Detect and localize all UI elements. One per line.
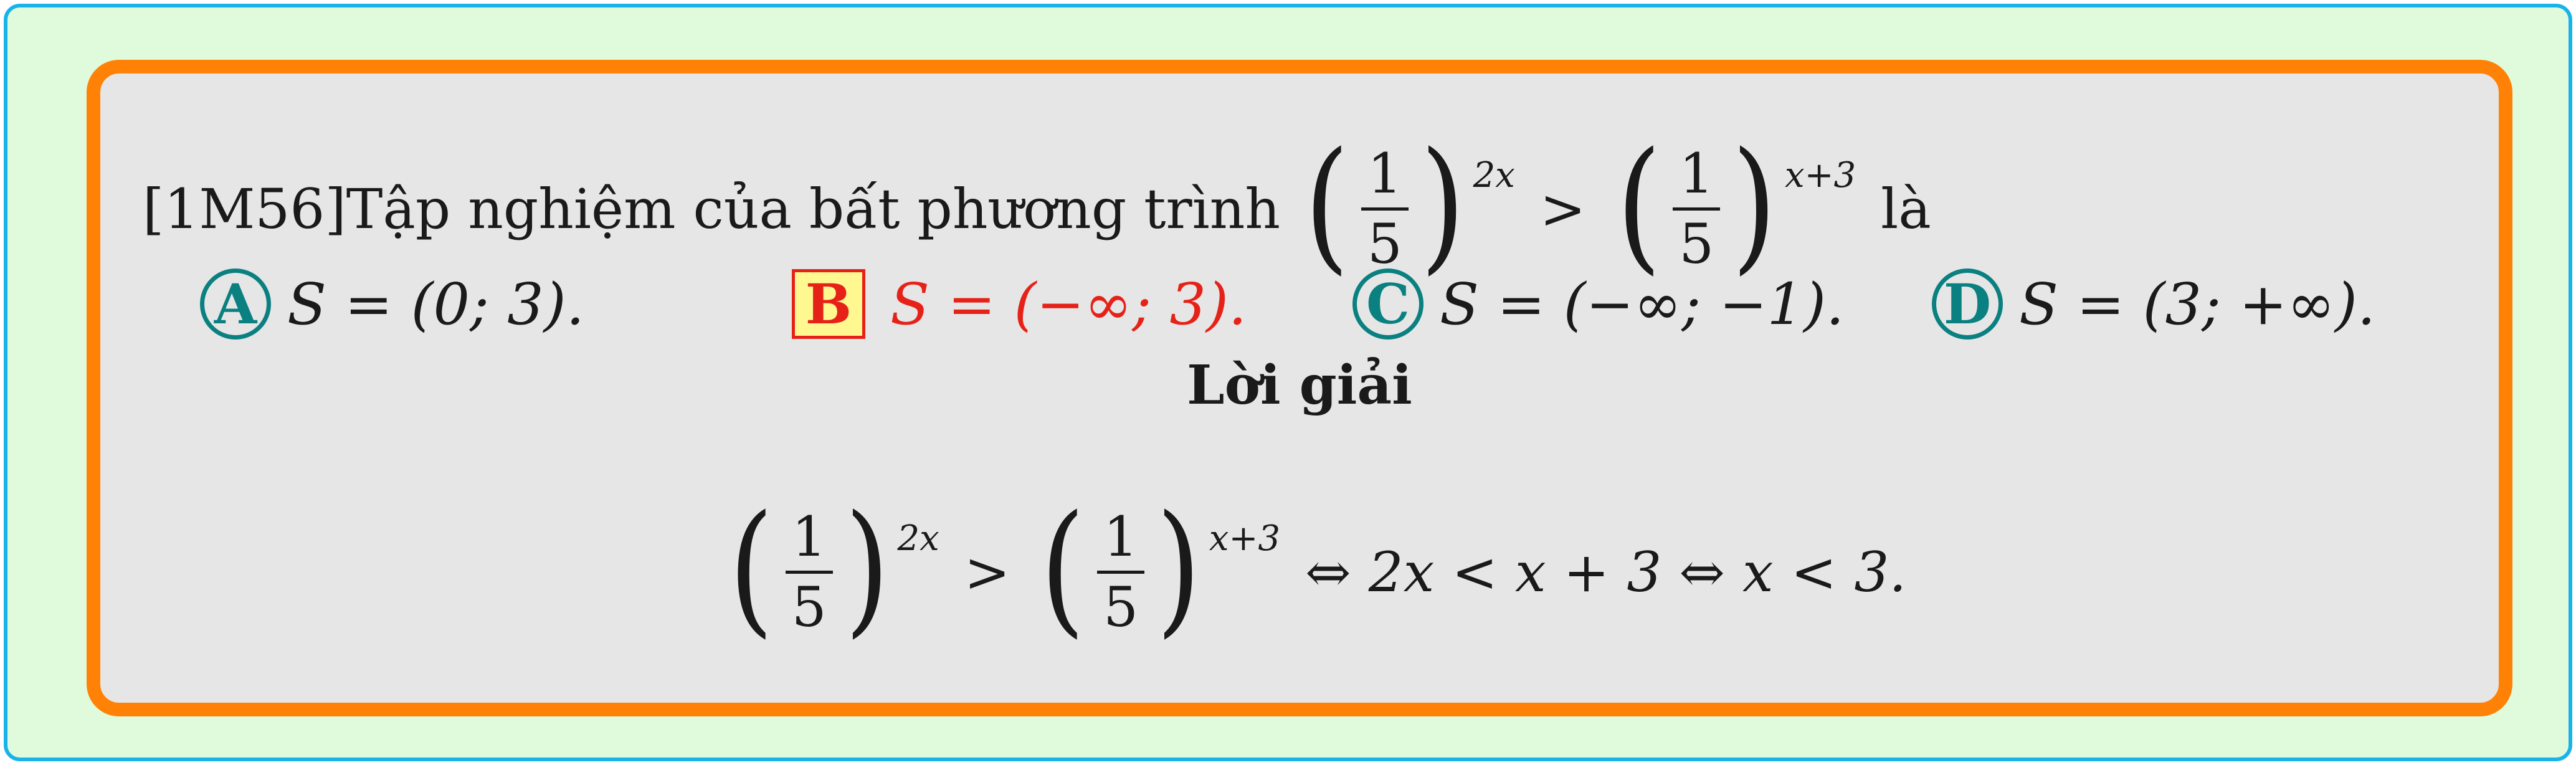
fraction-denominator: 5 [786, 571, 833, 635]
fraction-denominator: 5 [1361, 207, 1409, 272]
question-text: Tập nghiệm của bất phương trình [346, 176, 1281, 241]
question-id: [1M56] [143, 176, 346, 241]
option-a-badge: A [200, 268, 271, 340]
paren-close-icon: ) [1732, 122, 1777, 288]
options-row [100, 254, 2499, 354]
option-d-text: S = (3; +∞). [2019, 270, 2376, 338]
option-c-badge: C [1352, 268, 1423, 340]
fraction [1673, 141, 1720, 276]
option-b-badge: B [792, 269, 865, 339]
paren-close-icon: ) [844, 485, 890, 652]
option-c-text: S = (−∞; −1). [1440, 270, 1845, 338]
paren-open-icon: ( [1305, 122, 1349, 288]
exponent-right: x+3 [1784, 155, 1856, 196]
fraction-denominator: 5 [1097, 571, 1144, 635]
option-c[interactable] [1352, 254, 1844, 354]
fraction [786, 504, 833, 639]
paren-open-icon: ( [1040, 485, 1086, 652]
question-tail: là [1881, 176, 1931, 241]
solution-title: Lời giải [1187, 354, 1412, 417]
paren-open-icon: ( [1616, 122, 1661, 288]
solution-power-left [723, 485, 939, 652]
fraction [1097, 504, 1144, 639]
option-b[interactable] [792, 254, 1247, 354]
exponent-left: 2x [897, 518, 939, 559]
fraction-denominator: 5 [1673, 207, 1720, 272]
fraction [1361, 141, 1409, 276]
question-card [87, 60, 2512, 716]
exponent-right: x+3 [1209, 518, 1281, 559]
comparison-operator: > [964, 539, 1010, 604]
fraction-numerator: 1 [1367, 141, 1402, 206]
exponent-left: 2x [1473, 155, 1515, 196]
option-a[interactable] [200, 254, 584, 354]
fraction-numerator: 1 [791, 504, 827, 569]
option-b-text: S = (−∞; 3). [890, 270, 1247, 338]
fraction-numerator: 1 [1103, 504, 1139, 569]
solution-equation [723, 472, 1906, 672]
solution-tail: ⇔ 2x < x + 3 ⇔ x < 3. [1305, 539, 1907, 604]
paren-close-icon: ) [1420, 122, 1465, 288]
paren-close-icon: ) [1156, 485, 1201, 652]
option-d-badge: D [1932, 268, 2003, 340]
outer-frame [4, 4, 2572, 761]
option-a-text: S = (0; 3). [287, 270, 584, 338]
paren-open-icon: ( [728, 485, 774, 652]
option-d[interactable] [1932, 254, 2375, 354]
solution-power-right [1035, 485, 1281, 652]
comparison-operator: > [1539, 176, 1586, 241]
fraction-numerator: 1 [1679, 141, 1714, 206]
